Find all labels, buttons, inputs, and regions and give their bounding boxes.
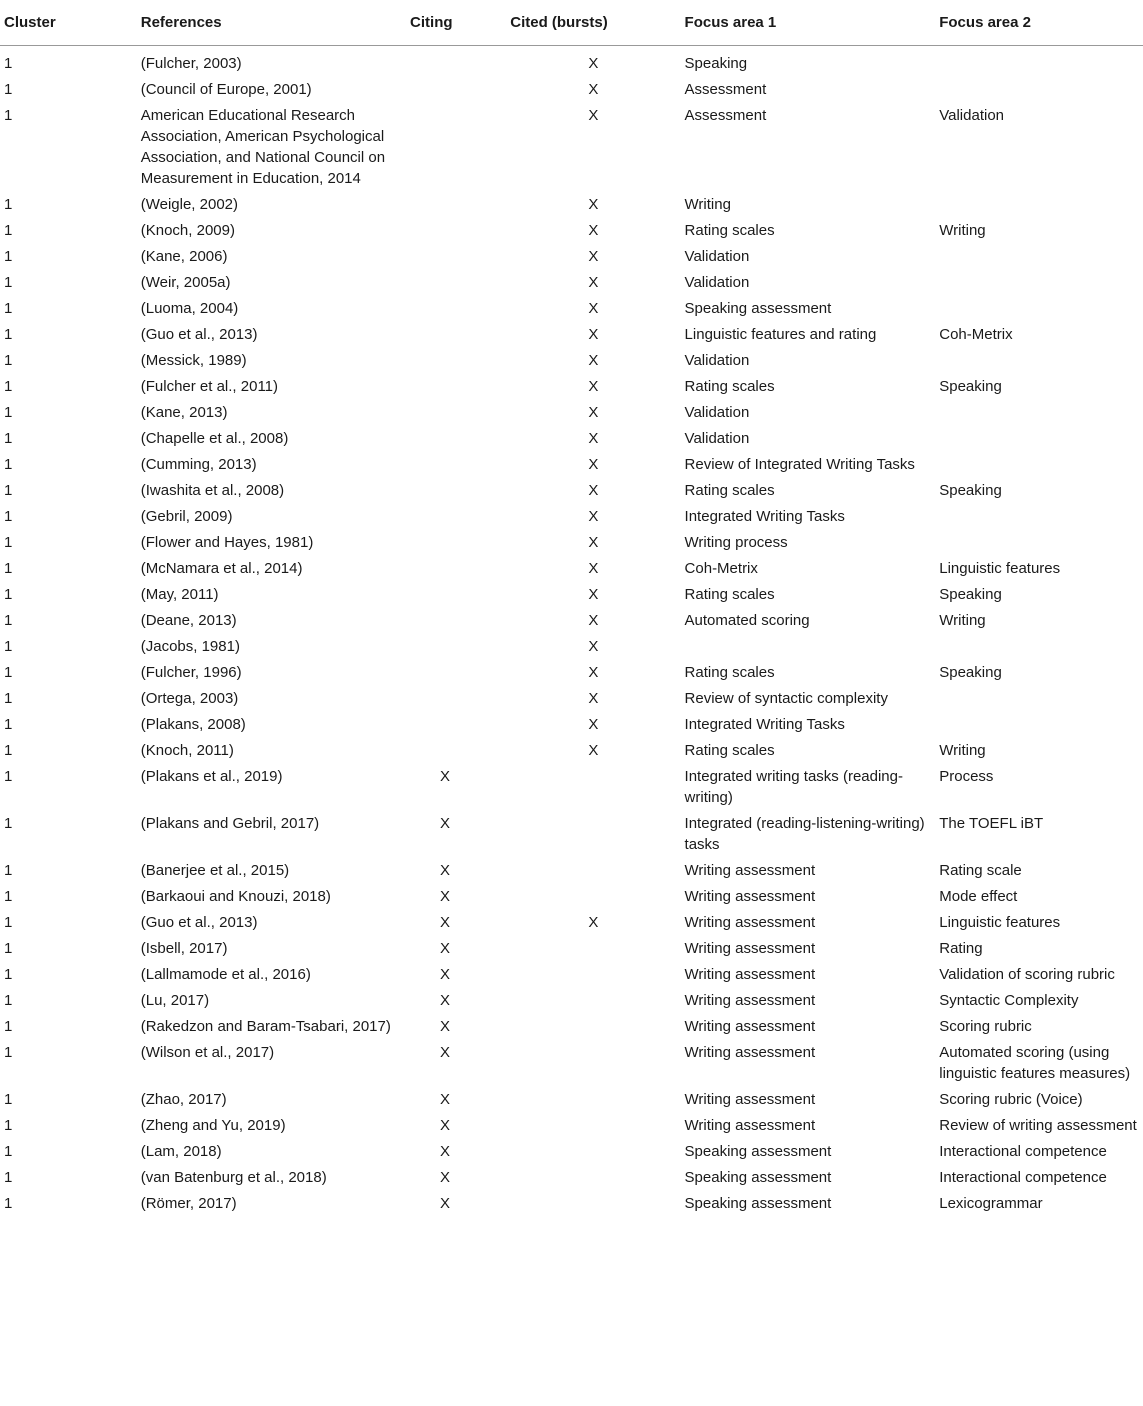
cell-citing: X [440,768,451,785]
cell-focus-area-2: Speaking [939,482,1002,499]
table-row [0,400,1143,426]
cell-citing [406,103,506,192]
cell-focus-area-1: Integrated writing tasks (reading-writing) [684,768,903,806]
cell-cluster: 1 [4,352,13,369]
table-row [0,348,1143,374]
cell-cited: X [588,81,599,98]
table-row [0,1139,1143,1165]
cell-focus-area-1: Writing assessment [684,888,816,905]
cell-reference: (Lu, 2017) [140,992,210,1009]
cell-cluster: 1 [4,966,13,983]
cell-cited: X [588,404,599,421]
cell-focus-area-2 [935,46,1143,78]
cell-cited [506,962,680,988]
cell-focus-area-2: Interactional competence [939,1169,1107,1186]
cell-citing [406,504,506,530]
cell-focus-area-1: Coh-Metrix [684,560,758,577]
cell-focus-area-2: The TOEFL iBT [939,815,1044,832]
table-row [0,858,1143,884]
cell-reference: (Weir, 2005a) [140,274,231,291]
cell-focus-area-1: Rating scales [684,482,775,499]
cell-citing [406,374,506,400]
cell-cluster: 1 [4,196,13,213]
cell-cited: X [588,742,599,759]
cell-reference: (Barkaoui and Knouzi, 2018) [140,888,331,905]
cell-reference: (Fulcher, 2003) [140,55,242,72]
table-row [0,962,1143,988]
cell-reference: (May, 2011) [140,586,219,603]
cell-focus-area-2 [935,712,1143,738]
cell-citing [406,738,506,764]
table-row [0,608,1143,634]
cell-reference: (McNamara et al., 2014) [140,560,303,577]
cell-cluster: 1 [4,300,13,317]
cell-focus-area-1: Speaking assessment [684,1195,832,1212]
cell-reference: (Kane, 2006) [140,248,228,265]
cell-focus-area-2: Interactional competence [939,1143,1107,1160]
cell-cited [506,1014,680,1040]
cell-reference: (Kane, 2013) [140,404,228,421]
cell-cited: X [588,248,599,265]
cell-citing [406,686,506,712]
cell-citing [406,270,506,296]
cell-citing: X [440,992,451,1009]
cell-reference: (Luoma, 2004) [140,300,239,317]
cell-citing [406,556,506,582]
cell-citing: X [440,1018,451,1035]
table-row [0,1113,1143,1139]
cell-focus-area-1: Writing assessment [684,914,816,931]
cell-citing [406,296,506,322]
cell-cited: X [588,274,599,291]
table-row [0,426,1143,452]
cell-cited: X [588,690,599,707]
cell-cluster: 1 [4,1143,13,1160]
cell-focus-area-1: Speaking [684,55,748,72]
table-row [0,1191,1143,1217]
cell-reference: (Ortega, 2003) [140,690,239,707]
header-focus-area-2: Focus area 2 [935,0,1143,46]
cell-reference: (Guo et al., 2013) [140,326,258,343]
cell-reference: (Fulcher et al., 2011) [140,378,279,395]
cell-citing [406,426,506,452]
cell-focus-area-2 [935,452,1143,478]
cell-focus-area-1: Speaking assessment [684,1169,832,1186]
cell-cited: X [588,482,599,499]
cell-cluster: 1 [4,1091,13,1108]
cell-cited [506,1087,680,1113]
cell-reference: (Council of Europe, 2001) [140,81,312,98]
cell-focus-area-2 [935,348,1143,374]
cell-cluster: 1 [4,404,13,421]
cell-citing [406,608,506,634]
cell-reference: (Cumming, 2013) [140,456,257,473]
cell-cluster: 1 [4,664,13,681]
cell-citing [406,192,506,218]
cell-cluster: 1 [4,992,13,1009]
cell-reference: (van Batenburg et al., 2018) [140,1169,327,1186]
cell-cluster: 1 [4,378,13,395]
cell-citing: X [440,888,451,905]
cell-reference: (Weigle, 2002) [140,196,239,213]
cell-cited: X [588,55,599,72]
cell-focus-area-2 [935,77,1143,103]
table-row [0,478,1143,504]
table-row [0,660,1143,686]
cell-cluster: 1 [4,1169,13,1186]
cell-cluster: 1 [4,638,13,655]
cell-cited: X [588,300,599,317]
cell-reference: (Banerjee et al., 2015) [140,862,290,879]
cell-focus-area-2 [935,270,1143,296]
table-row [0,811,1143,858]
cell-reference: (Flower and Hayes, 1981) [140,534,314,551]
cell-focus-area-2: Mode effect [939,888,1018,905]
table-row [0,1014,1143,1040]
cell-reference: (Deane, 2013) [140,612,237,629]
cell-citing [406,452,506,478]
cell-cited [506,1040,680,1087]
cell-focus-area-1: Writing assessment [684,1117,816,1134]
cell-focus-area-1: Writing assessment [684,1044,816,1061]
cell-cited: X [588,222,599,239]
cell-cluster: 1 [4,716,13,733]
cell-cluster: 1 [4,534,13,551]
table-row [0,764,1143,811]
table-row [0,910,1143,936]
cell-focus-area-1: Writing assessment [684,862,816,879]
cell-focus-area-2: Writing [939,612,986,629]
cell-focus-area-2: Linguistic features [939,914,1061,931]
cell-focus-area-2: Scoring rubric [939,1018,1032,1035]
cell-focus-area-2 [935,192,1143,218]
table-row [0,322,1143,348]
cell-citing [406,348,506,374]
cell-cluster: 1 [4,107,13,124]
cell-reference: (Messick, 1989) [140,352,247,369]
cell-reference: (Plakans and Gebril, 2017) [140,815,320,832]
cell-cited: X [588,664,599,681]
cell-citing: X [440,1091,451,1108]
cell-focus-area-2: Speaking [939,664,1002,681]
table-row [0,712,1143,738]
cell-focus-area-2: Rating [939,940,983,957]
header-references: References [137,0,406,46]
cell-focus-area-2: Review of writing assessment [939,1117,1137,1134]
cell-cited: X [588,508,599,525]
cell-focus-area-1: Review of Integrated Writing Tasks [684,456,915,473]
cell-reference: (Rakedzon and Baram-Tsabari, 2017) [140,1018,391,1035]
cell-cited [506,988,680,1014]
cell-citing: X [440,1117,451,1134]
cell-citing [406,634,506,660]
cell-focus-area-1: Validation [684,248,750,265]
cell-reference: (Gebril, 2009) [140,508,233,525]
cell-citing [406,478,506,504]
cell-focus-area-1: Rating scales [684,586,775,603]
cell-cluster: 1 [4,430,13,447]
cell-focus-area-1: Writing assessment [684,966,816,983]
cell-focus-area-2 [935,634,1143,660]
cell-citing [406,712,506,738]
cell-focus-area-2 [935,530,1143,556]
cell-cluster: 1 [4,274,13,291]
table-row [0,374,1143,400]
cell-cluster: 1 [4,248,13,265]
cell-focus-area-1: Speaking assessment [684,300,832,317]
cell-reference: (Wilson et al., 2017) [140,1044,275,1061]
cell-cited [506,811,680,858]
cell-cited: X [588,914,599,931]
cell-focus-area-2: Automated scoring (using linguistic features measures) [939,1044,1131,1082]
cell-reference: (Knoch, 2011) [140,742,234,759]
cell-reference: (Knoch, 2009) [140,222,235,239]
cell-cited [506,1139,680,1165]
cell-citing: X [440,914,451,931]
cell-reference: (Isbell, 2017) [140,940,228,957]
table-row [0,988,1143,1014]
cell-cited [506,1191,680,1217]
cell-cited: X [588,196,599,213]
cell-focus-area-2: Linguistic features [939,560,1061,577]
cell-cited [506,936,680,962]
cell-focus-area-2 [935,296,1143,322]
cell-cluster: 1 [4,768,13,785]
cell-reference: (Iwashita et al., 2008) [140,482,285,499]
cell-focus-area-2: Syntactic Complexity [939,992,1079,1009]
cell-focus-area-2 [935,504,1143,530]
cell-focus-area-1: Writing assessment [684,1018,816,1035]
cell-focus-area-2: Speaking [939,378,1002,395]
cell-cluster: 1 [4,326,13,343]
cell-cited: X [588,378,599,395]
table-row [0,1087,1143,1113]
table-row [0,504,1143,530]
cell-cited [506,884,680,910]
cell-focus-area-2: Writing [939,742,986,759]
cell-cluster: 1 [4,81,13,98]
cell-cluster: 1 [4,482,13,499]
cell-cited: X [588,352,599,369]
cell-cited: X [588,638,599,655]
cell-citing [406,218,506,244]
header-citing: Citing [406,0,506,46]
cell-focus-area-1: Automated scoring [684,612,810,629]
cell-cluster: 1 [4,815,13,832]
cell-citing [406,322,506,348]
table-row [0,46,1143,78]
cell-citing [406,77,506,103]
cell-focus-area-2: Coh-Metrix [939,326,1013,343]
table-row [0,634,1143,660]
cell-focus-area-1: Validation [684,352,750,369]
cell-cluster: 1 [4,1044,13,1061]
cell-focus-area-1: Writing assessment [684,1091,816,1108]
cell-focus-area-1: Integrated (reading-listening-writing) tasks [684,815,925,853]
cell-focus-area-1: Validation [684,430,750,447]
header-cluster: Cluster [0,0,137,46]
table-row [0,270,1143,296]
cell-cluster: 1 [4,456,13,473]
cell-focus-area-2 [935,686,1143,712]
cell-reference: (Römer, 2017) [140,1195,237,1212]
cell-focus-area-1: Validation [684,274,750,291]
table-row [0,936,1143,962]
cell-cited [506,1113,680,1139]
cell-citing: X [440,1044,451,1061]
cell-focus-area-2: Rating scale [939,862,1022,879]
cell-citing [406,400,506,426]
header-row [0,0,1143,46]
cell-reference: (Zheng and Yu, 2019) [140,1117,286,1134]
cell-reference: American Educational Research Association, American Psychological Association, and National Council on Measurement in Education, 2014 [140,107,386,187]
cell-focus-area-1: Rating scales [684,664,775,681]
cell-focus-area-1: Rating scales [684,742,775,759]
cell-citing: X [440,940,451,957]
cell-reference: (Jacobs, 1981) [140,638,240,655]
cell-cluster: 1 [4,862,13,879]
cell-focus-area-1: Review of syntactic complexity [684,690,888,707]
cell-cluster: 1 [4,586,13,603]
cell-cluster: 1 [4,560,13,577]
cell-citing [406,244,506,270]
cell-focus-area-1: Rating scales [684,378,775,395]
cell-reference: (Zhao, 2017) [140,1091,227,1108]
cell-focus-area-2: Lexicogrammar [939,1195,1043,1212]
cell-citing: X [440,966,451,983]
table-row [0,556,1143,582]
cell-cluster: 1 [4,940,13,957]
cell-focus-area-1: Writing assessment [684,940,816,957]
cell-cited: X [588,430,599,447]
cell-focus-area-1: Speaking assessment [684,1143,832,1160]
table-row [0,244,1143,270]
table-row [0,738,1143,764]
cell-cluster: 1 [4,914,13,931]
cell-cited [506,764,680,811]
table-row [0,884,1143,910]
cell-focus-area-1: Assessment [684,107,767,124]
cell-focus-area-2: Writing [939,222,986,239]
cell-citing: X [440,1169,451,1186]
cell-cluster: 1 [4,888,13,905]
cell-reference: (Fulcher, 1996) [140,664,242,681]
cell-focus-area-2: Process [939,768,994,785]
cell-cited [506,858,680,884]
cell-citing [406,46,506,78]
cell-citing: X [440,1195,451,1212]
cell-cluster: 1 [4,1018,13,1035]
cell-focus-area-2: Speaking [939,586,1002,603]
cell-focus-area-1 [681,634,936,660]
cell-cluster: 1 [4,1117,13,1134]
table-row [0,218,1143,244]
table-row [0,296,1143,322]
table-row [0,1165,1143,1191]
cell-citing [406,582,506,608]
table-row [0,103,1143,192]
table-row [0,530,1143,556]
cell-cited: X [588,456,599,473]
cell-citing [406,660,506,686]
cell-reference: (Guo et al., 2013) [140,914,258,931]
cell-cluster: 1 [4,222,13,239]
cell-focus-area-2 [935,426,1143,452]
cell-cited: X [588,560,599,577]
cell-citing [406,530,506,556]
table-body [0,46,1143,1218]
cell-cited: X [588,326,599,343]
cell-cited: X [588,586,599,603]
cell-reference: (Plakans et al., 2019) [140,768,283,785]
cell-reference: (Lam, 2018) [140,1143,222,1160]
cell-cluster: 1 [4,742,13,759]
header-focus-area-1: Focus area 1 [681,0,936,46]
cell-reference: (Plakans, 2008) [140,716,246,733]
cell-focus-area-1: Validation [684,404,750,421]
cell-citing: X [440,862,451,879]
cell-focus-area-1: Writing assessment [684,992,816,1009]
cell-reference: (Lallmamode et al., 2016) [140,966,311,983]
cell-reference: (Chapelle et al., 2008) [140,430,289,447]
cell-cluster: 1 [4,508,13,525]
cell-focus-area-1: Assessment [684,81,767,98]
cell-citing: X [440,1143,451,1160]
cell-cited: X [588,107,599,124]
cell-cluster: 1 [4,612,13,629]
cell-focus-area-1: Writing process [684,534,788,551]
cell-cited: X [588,612,599,629]
table-row [0,452,1143,478]
cell-focus-area-2 [935,244,1143,270]
cell-focus-area-1: Linguistic features and rating [684,326,877,343]
cell-focus-area-2: Validation of scoring rubric [939,966,1115,983]
cell-focus-area-1: Integrated Writing Tasks [684,508,845,525]
cell-cited [506,1165,680,1191]
cell-cluster: 1 [4,1195,13,1212]
cell-cited: X [588,534,599,551]
table-row [0,582,1143,608]
table-row [0,77,1143,103]
cell-focus-area-1: Integrated Writing Tasks [684,716,845,733]
table-row [0,192,1143,218]
cell-cited: X [588,716,599,733]
cell-focus-area-1: Writing [684,196,731,213]
cell-cluster: 1 [4,690,13,707]
table-row [0,686,1143,712]
cell-focus-area-2: Scoring rubric (Voice) [939,1091,1083,1108]
header-cited: Cited (bursts) [506,0,680,46]
cell-focus-area-2 [935,400,1143,426]
table-row [0,1040,1143,1087]
cell-cluster: 1 [4,55,13,72]
cell-focus-area-2: Validation [939,107,1005,124]
cell-citing: X [440,815,451,832]
cell-focus-area-1: Rating scales [684,222,775,239]
